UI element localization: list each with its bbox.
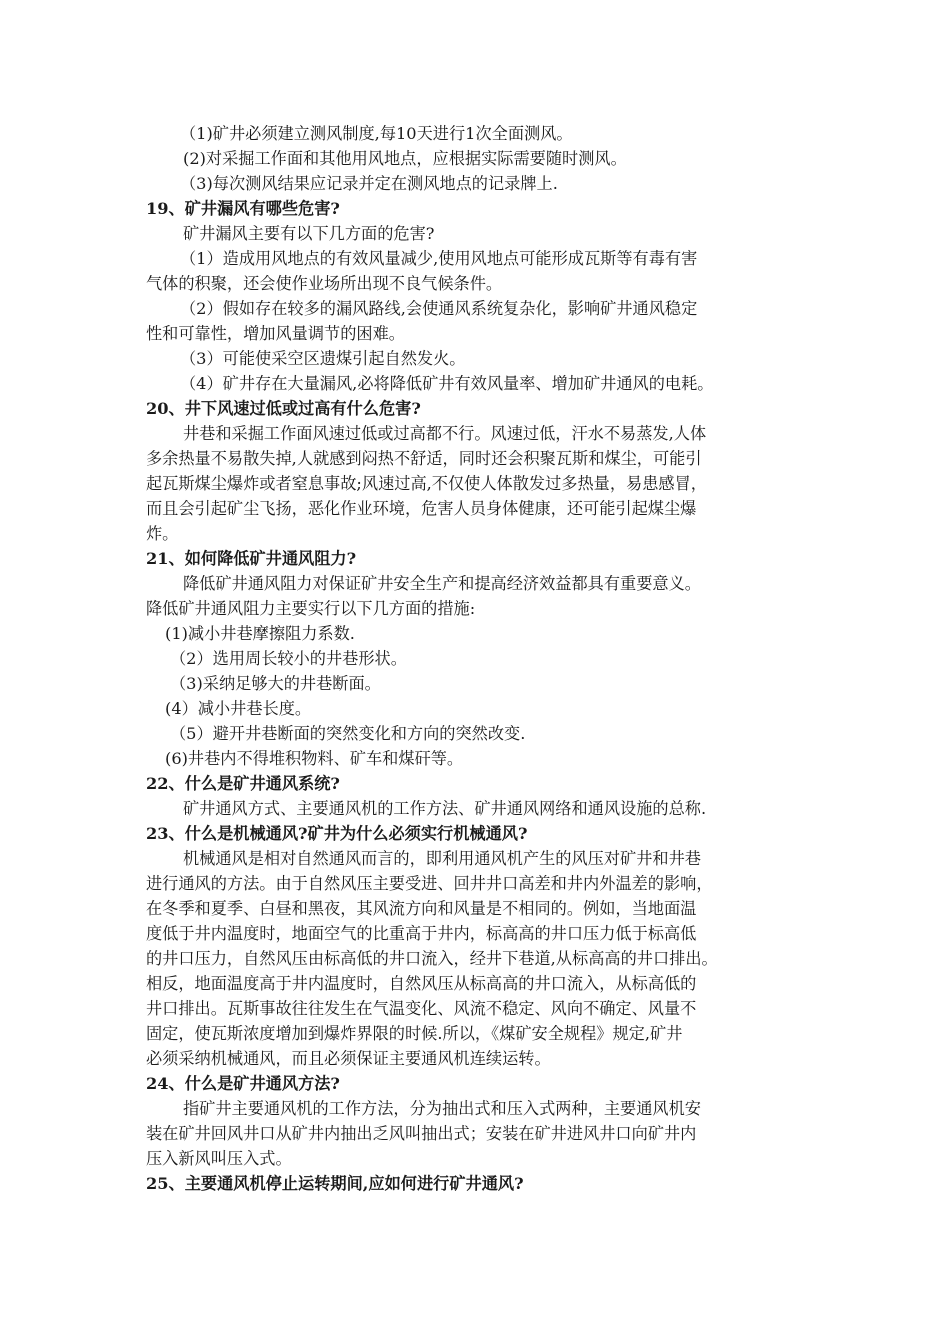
paragraph-line: 装在矿井回风井口从矿井内抽出乏风叫抽出式；安装在矿井进风井口向矿井内 [146, 1124, 697, 1143]
question-heading: 25、主要通风机停止运转期间,应如何进行矿井通风? [146, 1174, 524, 1193]
paragraph-line: (6)井巷内不得堆积物料、矿车和煤矸等。 [165, 749, 464, 768]
question-heading: 23、什么是机械通风?矿井为什么必须实行机械通风? [146, 824, 528, 843]
paragraph-line: 降低矿井通风阻力主要实行以下几方面的措施: [146, 599, 476, 618]
paragraph-line: 度低于井内温度时，地面空气的比重高于井内，标高高的井口压力低于标高低 [146, 924, 697, 943]
paragraph-line: 井口排出。瓦斯事故往往发生在气温变化、风流不稳定、风向不确定、风量不 [146, 999, 697, 1018]
paragraph-line: （3)采纳足够大的井巷断面。 [170, 674, 381, 693]
paragraph-line: 必须采纳机械通风，而且必须保证主要通风机连续运转。 [146, 1049, 551, 1068]
paragraph-line: 矿井通风方式、主要通风机的工作方法、矿井通风网络和通风设施的总称. [183, 799, 707, 818]
paragraph-line: 多余热量不易散失掉,人就感到闷热不舒适，同时还会积聚瓦斯和煤尘，可能引 [146, 449, 702, 468]
question-heading: 24、什么是矿井通风方法? [146, 1074, 340, 1093]
paragraph-line: 起瓦斯煤尘爆炸或者窒息事故;风速过高,不仅使人体散发过多热量，易患感冒， [146, 474, 707, 493]
paragraph-line: (2)对采掘工作面和其他用风地点，应根据实际需要随时测风。 [183, 149, 627, 168]
paragraph-line: （3)每次测风结果应记录并定在测风地点的记录牌上. [180, 174, 558, 193]
question-heading: 20、井下风速过低或过高有什么危害? [146, 399, 421, 418]
paragraph-line: （2）选用周长较小的井巷形状。 [170, 649, 407, 668]
paragraph-line: （5）避开井巷断面的突然变化和方向的突然改变. [170, 724, 526, 743]
paragraph-line: （1）造成用风地点的有效风量减少,使用风地点可能形成瓦斯等有毒有害 [180, 249, 698, 268]
paragraph-line: （1)矿井必须建立测风制度,每10天进行1次全面测风。 [180, 124, 573, 143]
paragraph-line: 在冬季和夏季、白昼和黑夜，其风流方向和风量是不相同的。例如，当地面温 [146, 899, 697, 918]
paragraph-line: 炸。 [146, 524, 179, 543]
paragraph-line: 的井口压力，自然风压由标高低的井口流入，经井下巷道,从标高高的井口排出。 [146, 949, 718, 968]
paragraph-line: 性和可靠性，增加风量调节的困难。 [146, 324, 405, 343]
paragraph-line: 而且会引起矿尘飞扬，恶化作业环境，危害人员身体健康，还可能引起煤尘爆 [146, 499, 697, 518]
question-heading: 21、如何降低矿井通风阻力? [146, 549, 357, 568]
paragraph-line: 井巷和采掘工作面风速过低或过高都不行。风速过低，汗水不易蒸发,人体 [183, 424, 707, 443]
paragraph-line: 降低矿井通风阻力对保证矿井安全生产和提高经济效益都具有重要意义。 [183, 574, 701, 593]
paragraph-line: 气体的积聚，还会使作业场所出现不良气候条件。 [146, 274, 503, 293]
paragraph-line: 进行通风的方法。由于自然风压主要受进、回井井口高差和井内外温差的影响， [146, 874, 713, 893]
paragraph-line: （2）假如存在较多的漏风路线,会使通风系统复杂化，影响矿井通风稳定 [180, 299, 698, 318]
paragraph-line: （4）矿井存在大量漏风,必将降低矿井有效风量率、增加矿井通风的电耗。 [180, 374, 714, 393]
paragraph-line: 相反，地面温度高于井内温度时，自然风压从标高高的井口流入，从标高低的 [146, 974, 697, 993]
paragraph-line: 机械通风是相对自然通风而言的，即利用通风机产生的风压对矿井和井巷 [183, 849, 701, 868]
question-heading: 22、什么是矿井通风系统? [146, 774, 340, 793]
paragraph-line: 压入新风叫压入式。 [146, 1149, 292, 1168]
paragraph-line: （3）可能使采空区遗煤引起自然发火。 [180, 349, 466, 368]
paragraph-line: 矿井漏风主要有以下几方面的危害? [183, 224, 435, 243]
paragraph-line: (1)减小井巷摩擦阻力系数. [165, 624, 355, 643]
paragraph-line: 固定，使瓦斯浓度增加到爆炸界限的时候.所以，《煤矿安全规程》规定,矿井 [146, 1024, 683, 1043]
question-heading: 19、矿井漏风有哪些危害? [146, 199, 340, 218]
paragraph-line: 指矿井主要通风机的工作方法，分为抽出式和压入式两种，主要通风机安 [183, 1099, 701, 1118]
paragraph-line: (4）减小井巷长度。 [165, 699, 312, 718]
